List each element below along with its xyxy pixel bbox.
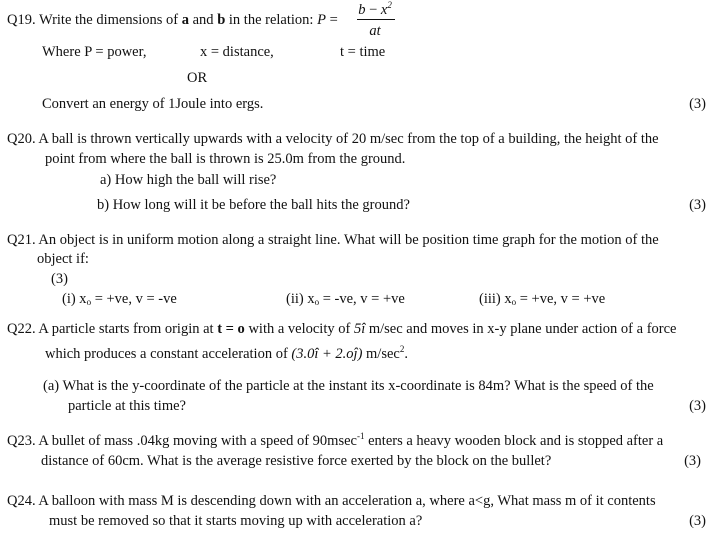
- q19-bold-b: b: [217, 12, 226, 28]
- q19-where-x: x = distance,: [200, 44, 274, 60]
- q19-where-t: t = time: [340, 44, 386, 60]
- q24-line-1: Q24. A balloon with mass M is descending down with an acceleration a, where a<g, What mass m of it contents: [7, 493, 656, 509]
- q19-fraction: [355, 2, 395, 42]
- q22-marks: (3): [689, 398, 706, 414]
- q20-part-a: a) How high the ball will rise?: [100, 172, 277, 188]
- q24-line-2: must be removed so that it starts moving up with acceleration a?: [49, 513, 423, 529]
- q19-or: OR: [187, 70, 208, 86]
- q21-line-1: Q21. An object is in uniform motion along a straight line. What will be position time graph for the motion of the: [7, 232, 659, 248]
- q19-marks: (3): [689, 96, 706, 112]
- q22-line-2: which produces a constant acceleration of (3.0î + 2.oĵ) $m/\sec^2$.: [45, 344, 408, 362]
- q19-where-p: Where P = power,: [42, 44, 147, 60]
- q19-question: Q19. Write the dimensions of a and b in the relation: P =: [7, 12, 338, 28]
- q21-option-iii: (iii) $x_o = +ve$, v = +ve: [479, 291, 606, 307]
- q21-option-i: (i) $x_o = +ve$, v = -ve: [62, 291, 177, 307]
- q20-line-1: Q20. A ball is thrown vertically upwards with a velocity of 20 m/sec from the top of a building, the height of the: [7, 131, 659, 147]
- fraction-bar: [357, 19, 395, 20]
- q22-part-a-line-1: (a) What is the y-coordinate of the particle at the instant its x-coordinate is 84m? What is the speed of the: [43, 378, 654, 394]
- q24-marks: (3): [689, 513, 706, 529]
- q21-line-2: object if:: [37, 251, 89, 267]
- q21-marks: (3): [51, 271, 68, 287]
- q19-convert: Convert an energy of 1Joule into ergs.: [42, 96, 264, 112]
- q20-line-2: point from where the ball is thrown is 25.0m from the ground.: [45, 151, 406, 167]
- q22-part-a-line-2: particle at this time?: [68, 398, 186, 414]
- q19-bold-a: a: [181, 12, 189, 28]
- q22-line-1: Q22. A particle starts from origin at t = o with a velocity of 5î m/sec and moves in x-y plane under action of a force: [7, 321, 677, 337]
- q22-bold-t: t = o: [217, 321, 245, 337]
- q20-part-b: b) How long will it be before the ball hits the ground?: [97, 197, 410, 213]
- q19-numerator: $b - x^2$: [358, 0, 392, 18]
- q23-line-2: distance of 60cm. What is the average resistive force exerted by the block on the bullet?: [41, 453, 552, 469]
- q21-option-ii: (ii) $x_o = -ve$, v = +ve: [286, 291, 405, 307]
- q19-denominator: at: [369, 23, 381, 39]
- q23-marks: (3): [684, 453, 701, 469]
- q20-marks: (3): [689, 197, 706, 213]
- q23-line-1: Q23. A bullet of mass .04kg moving with a speed of 90msec$^{-1}$ enters a heavy wooden block and is stopped after a: [7, 431, 664, 449]
